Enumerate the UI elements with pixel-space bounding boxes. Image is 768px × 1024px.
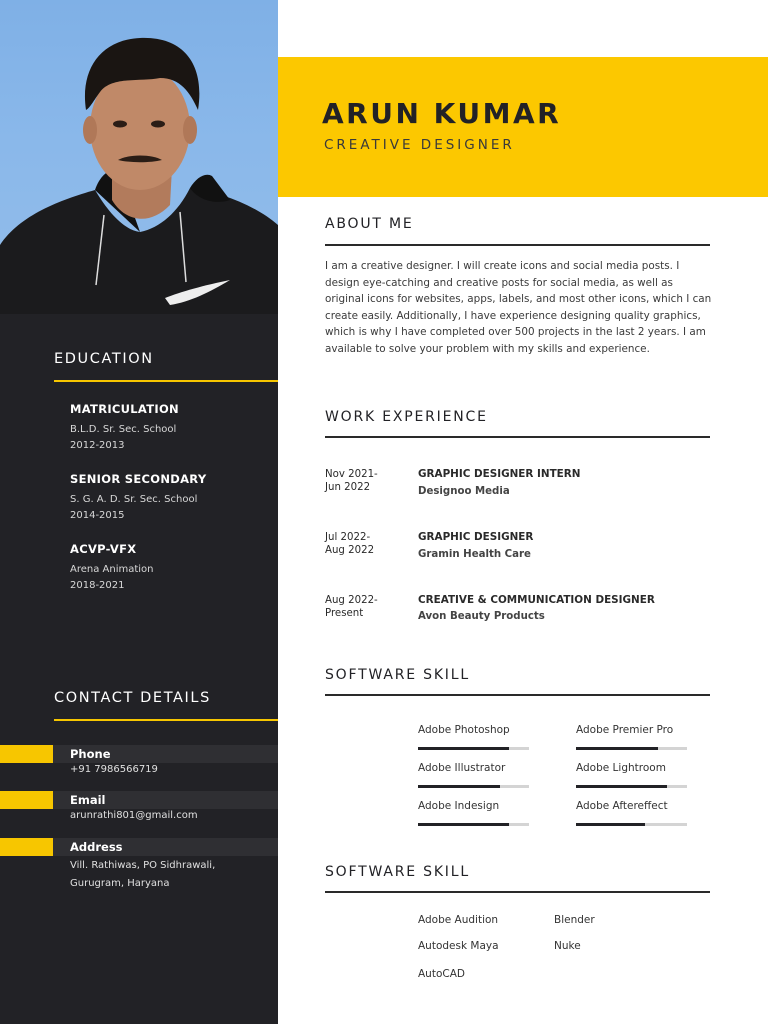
software-rule [325, 891, 710, 893]
job-title: CREATIVE & COMMUNICATION DESIGNER [418, 594, 655, 606]
job-date [325, 468, 405, 494]
job-date-end: Jun 2022 [325, 482, 371, 493]
skill-bar-fill [418, 747, 509, 750]
skill-bar [576, 823, 687, 826]
job-title: GRAPHIC DESIGNER INTERN [418, 468, 581, 480]
education-title: SENIOR SECONDARY [70, 472, 207, 486]
skill-name: Adobe Photoshop [418, 724, 510, 736]
address-line-1: Vill. Rathiwas, PO Sidhrawali, [70, 860, 216, 871]
skill-bar [418, 823, 529, 826]
email-label: Email [70, 793, 106, 807]
profile-photo [0, 0, 278, 314]
job-date [325, 531, 405, 557]
candidate-name: ARUN KUMAR [322, 97, 562, 130]
skill-name: Adobe Lightroom [576, 762, 666, 774]
email-value: arunrathi801@gmail.com [70, 810, 198, 821]
job-company: Gramin Health Care [418, 549, 531, 560]
phone-value: +91 7986566719 [70, 764, 158, 775]
candidate-role: CREATIVE DESIGNER [324, 137, 515, 153]
job-company: Avon Beauty Products [418, 611, 545, 622]
job-date-end: Present [325, 608, 364, 619]
work-heading: WORK EXPERIENCE [325, 409, 488, 425]
education-years: 2018-2021 [70, 580, 125, 591]
about-rule [325, 244, 710, 246]
skill-bar [576, 747, 687, 750]
skill-bar-fill [576, 823, 645, 826]
profile-photo-illustration [0, 0, 278, 314]
skill-bar [418, 747, 529, 750]
skill-bar-fill [418, 823, 509, 826]
software-item: AutoCAD [418, 968, 465, 980]
education-school: B.L.D. Sr. Sec. School [70, 424, 177, 435]
job-date-start: Nov 2021- [325, 469, 378, 480]
skills-rule [325, 694, 710, 696]
work-rule [325, 436, 710, 438]
education-item [70, 542, 154, 594]
education-rule [54, 380, 278, 382]
software-item: Autodesk Maya [418, 940, 499, 952]
skill-name: Adobe Illustrator [418, 762, 506, 774]
address-label: Address [70, 840, 123, 854]
job-date-start: Aug 2022- [325, 595, 378, 606]
education-item [70, 402, 179, 454]
software-item: Adobe Audition [418, 914, 499, 926]
education-title: ACVP-VFX [70, 542, 137, 556]
job-company: Designoo Media [418, 486, 510, 497]
education-school: S. G. A. D. Sr. Sec. School [70, 494, 198, 505]
education-years: 2012-2013 [70, 440, 125, 451]
phone-label: Phone [70, 747, 111, 761]
skill-bar [576, 785, 687, 788]
sidebar [0, 314, 278, 1024]
software-heading: SOFTWARE SKILL [325, 864, 470, 880]
skill-name: Adobe Indesign [418, 800, 500, 812]
skill-name: Adobe Aftereffect [576, 800, 668, 812]
job-date-end: Aug 2022 [325, 545, 375, 556]
contact-heading: CONTACT DETAILS [54, 690, 211, 706]
contact-rule [54, 719, 278, 721]
job-title: GRAPHIC DESIGNER [418, 531, 534, 543]
skill-bar [418, 785, 529, 788]
address-line-2: Gurugram, Haryana [70, 878, 170, 889]
email-accent [0, 791, 53, 809]
job-date-start: Jul 2022- [325, 532, 371, 543]
skill-name: Adobe Premier Pro [576, 724, 674, 736]
education-years: 2014-2015 [70, 510, 125, 521]
skill-bar-fill [576, 785, 667, 788]
education-school: Arena Animation [70, 564, 154, 575]
phone-accent [0, 745, 53, 763]
job-date [325, 594, 405, 620]
name-banner [278, 57, 768, 197]
education-heading: EDUCATION [54, 351, 154, 367]
software-item: Blender [554, 914, 595, 926]
education-title: MATRICULATION [70, 402, 179, 416]
skills-heading: SOFTWARE SKILL [325, 667, 470, 683]
address-accent [0, 838, 53, 856]
about-heading: ABOUT ME [325, 216, 414, 232]
software-item: Nuke [554, 940, 581, 952]
skill-bar-fill [418, 785, 500, 788]
skill-bar-fill [576, 747, 658, 750]
education-item [70, 472, 206, 524]
about-text: I am a creative designer. I will create icons and social media posts. I design eye-catching and creative posts for social media, as well as original icons for websites, apps, labels, and most other icons, which I can create easily. Additionally, I have experience designing quality graphics, which is why I have completed over 500 projects in the last 2 years. I am available to solve your problem with my skills and experience. [325, 260, 712, 355]
